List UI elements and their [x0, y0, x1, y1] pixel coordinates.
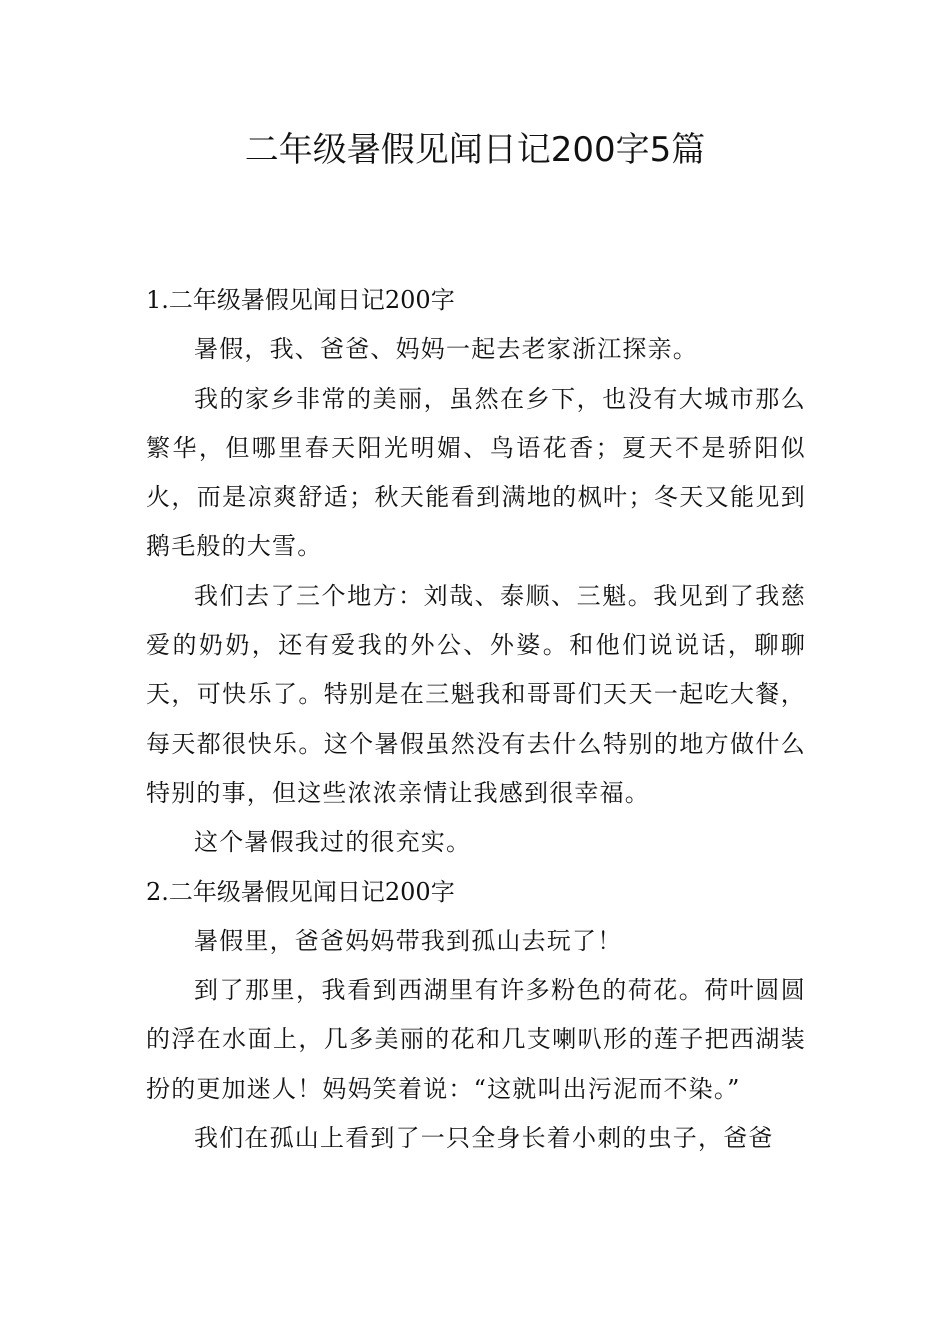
paragraph: 我们去了三个地方：刘哉、泰顺、三魁。我见到了我慈爱的奶奶，还有爱我的外公、外婆。和他们说说话，聊聊天，可快乐了。特别是在三魁我和哥哥们天天一起吃大餐，每天都很快乐。这个暑假虽然没有去什么特别的地方做什么特别的事，但这些浓浓亲情让我感到很幸福。 — [146, 581, 806, 807]
diary-section-2 — [146, 868, 806, 1164]
paragraph: 这个暑假我过的很充实。 — [194, 828, 472, 857]
paragraph: 我的家乡非常的美丽，虽然在乡下，也没有大城市那么繁华，但哪里春天阳光明媚、鸟语花香；夏天不是骄阳似火，而是凉爽舒适；秋天能看到满地的枫叶；冬天又能见到鹅毛般的大雪。 — [146, 384, 806, 561]
paragraph: 到了那里，我看到西湖里有许多粉色的荷花。荷叶圆圆的浮在水面上，几多美丽的花和几支喇叭形的莲子把西湖装扮的更加迷人！妈妈笑着说：“这就叫出污泥而不染。” — [146, 976, 806, 1103]
diary-section-1 — [146, 276, 806, 868]
paragraph: 我们在孤山上看到了一只全身长着小刺的虫子，爸爸 — [194, 1124, 774, 1153]
paragraph: 暑假里，爸爸妈妈带我到孤山去玩了！ — [194, 926, 623, 955]
section-heading: 2.二年级暑假见闻日记200字 — [146, 877, 455, 906]
document-body — [146, 276, 806, 1163]
document-title: 二年级暑假见闻日记200字5篇 — [244, 130, 706, 170]
paragraph: 暑假，我、爸爸、妈妈一起去老家浙江探亲。 — [194, 335, 698, 364]
section-heading: 1.二年级暑假见闻日记200字 — [146, 286, 455, 314]
